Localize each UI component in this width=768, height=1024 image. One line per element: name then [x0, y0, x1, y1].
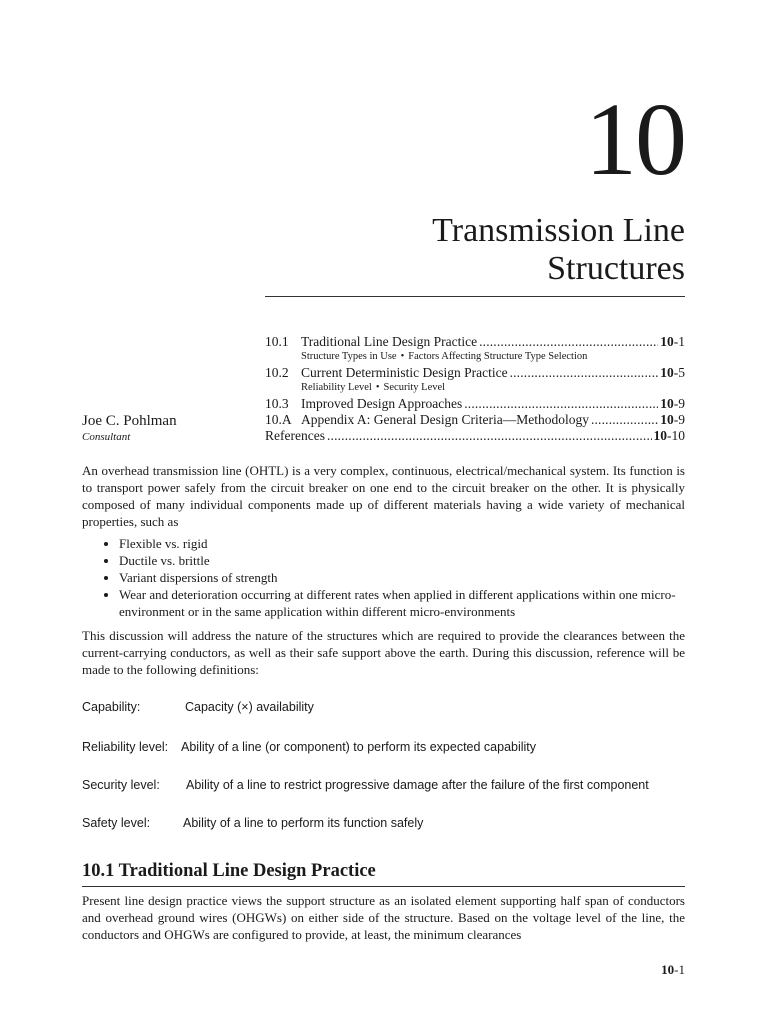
- list-item: • Ductile vs. brittle: [119, 552, 685, 569]
- toc-number: 10.A: [265, 412, 292, 427]
- definition-row: [82, 778, 708, 798]
- list-item: • Flexible vs. rigid: [119, 535, 685, 552]
- toc-page: 10-1: [660, 334, 685, 349]
- definition-term: Security level:: [82, 778, 160, 792]
- toc-title: Current Deterministic Design Practice: [301, 365, 508, 380]
- definition-row: [82, 700, 708, 720]
- toc-leader: [591, 412, 658, 427]
- definition-term: Safety level:: [82, 816, 151, 830]
- section-heading: 10.1 Traditional Line Design Practice: [82, 860, 685, 887]
- toc-entry[interactable]: [265, 334, 685, 349]
- toc-entry[interactable]: [265, 396, 685, 411]
- toc-entry[interactable]: [265, 428, 685, 443]
- toc-number: 10.2: [265, 365, 289, 380]
- author-name: Joe C. Pohlman: [82, 413, 177, 429]
- toc-page: 10-5: [660, 365, 685, 380]
- chapter-title-line2: Structures: [547, 250, 685, 287]
- definition-text: Ability of a line to perform its function safely: [183, 816, 424, 830]
- toc-entry[interactable]: [265, 365, 685, 380]
- page-number: 10-1: [661, 962, 685, 977]
- toc-leader: [327, 428, 652, 443]
- title-rule: [265, 296, 685, 297]
- toc-title: Improved Design Approaches: [301, 396, 463, 411]
- definition-text: Ability of a line to restrict progressive damage after the failure of the first component: [186, 778, 649, 792]
- toc-page: 10-9: [660, 396, 685, 411]
- toc-subentries: [265, 381, 685, 395]
- definition-row: [82, 740, 708, 760]
- toc-page: 10-10: [653, 428, 685, 443]
- toc-title: References: [265, 428, 325, 443]
- section-paragraph: Present line design practice views the support structure as an isolated element supporting half span of conductors and overhead ground wires (OHGWs) on either side of the structure. Based on the voltage level of the line, the conductors and OHGWs are configured to provide, at least, the minimum clearances: [82, 893, 685, 942]
- toc-title: Appendix A: General Design Criteria—Methodology: [301, 412, 589, 427]
- toc-subentry[interactable]: Security Level: [383, 382, 446, 393]
- toc-number: 10.3: [265, 396, 289, 411]
- toc-leader: [464, 396, 658, 411]
- intro-paragraph: This discussion will address the nature of the structures which are required to provide the clearances between the current-carrying conductors, as well as their safe support above the earth. During this discussion, reference will be made to the following definitions:: [82, 628, 685, 677]
- property-list: [82, 535, 685, 620]
- toc-subentry[interactable]: Reliability Level: [301, 382, 372, 393]
- author-block: [82, 412, 177, 444]
- intro-paragraph: An overhead transmission line (OHTL) is a very complex, continuous, electrical/mechanical system. Its function is to transport power safely from the circuit breaker on one end to the circuit breaker on the other. It is physically composed of many individual components made up of different materials having a wide variety of mechanical properties, such as: [82, 463, 685, 529]
- toc-subentry[interactable]: Structure Types in Use: [301, 351, 397, 362]
- toc-number: 10.1: [265, 334, 289, 349]
- toc-subentries: [265, 350, 685, 364]
- bullet-icon: •: [375, 382, 380, 393]
- toc-page: 10-9: [660, 412, 685, 427]
- definition-text: Capacity (×) availability: [185, 700, 314, 714]
- definition-term: Capability:: [82, 700, 141, 714]
- intro-text: [82, 462, 685, 678]
- toc-title: Traditional Line Design Practice: [301, 334, 478, 349]
- chapter-number: 10: [585, 82, 685, 197]
- list-item: • Wear and deterioration occurring at different rates when applied in different applications within one micro-environment or in the same application within different micro-environments: [119, 586, 685, 620]
- chapter-title-line1: Transmission Line: [432, 212, 685, 249]
- bullet-icon: •: [400, 351, 405, 362]
- definition-text: Ability of a line (or component) to perform its expected capability: [181, 740, 537, 754]
- definition-term: Reliability level:: [82, 740, 169, 754]
- definitions-list: [82, 700, 708, 830]
- definition-row: [82, 816, 708, 836]
- table-of-contents: [265, 334, 685, 444]
- toc-leader: [510, 365, 659, 380]
- toc-subentry[interactable]: Factors Affecting Structure Type Selection: [408, 351, 588, 362]
- author-role: Consultant: [82, 431, 131, 443]
- toc-leader: [479, 334, 658, 349]
- toc-entry[interactable]: [265, 412, 685, 427]
- list-item: • Variant dispersions of strength: [119, 569, 685, 586]
- chapter-title: [265, 212, 685, 288]
